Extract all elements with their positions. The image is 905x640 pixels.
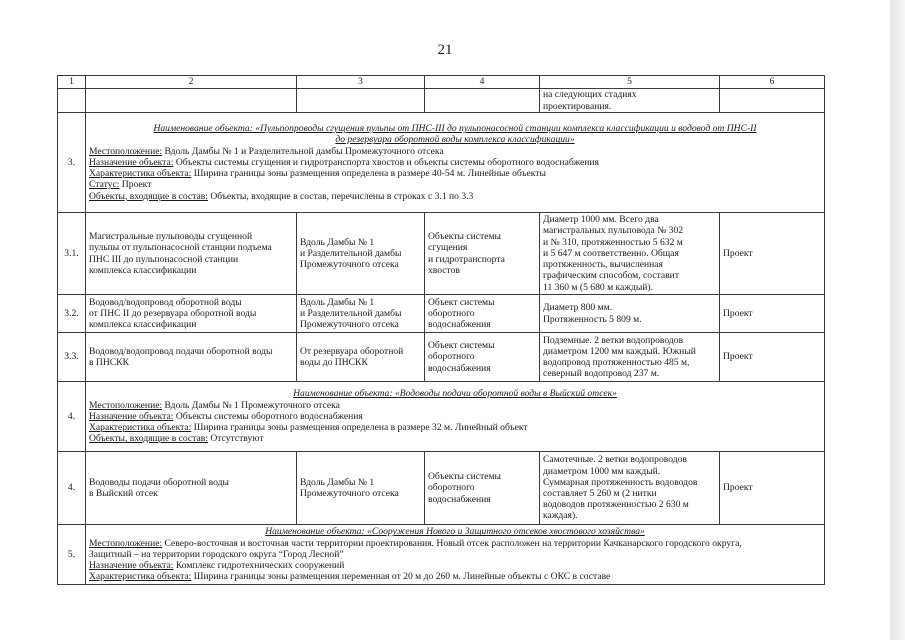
table-row: 3.2. Водовод/водопровод оборотной воды от ПНС II до резервуара оборотной воды комплекса классификации Вдоль Дамбы № 1 и Разделительной дамбы Промежуточного отсека Объект системы оборотного водоснабжения Диаметр 800 мм. Протяженность 5 809 м. Проект — [58, 295, 825, 333]
continuation-cell: на следующих стадиях проектирования. — [540, 89, 720, 113]
object-4-description: Наименование объекта: «Водоводы подачи оборотной воды в Выйский отсек» Местоположение: Вдоль Дамбы № 1 Промежуточного отсека Назначение объекта: Объекты системы оборотного водоснабжения Характеристика объекта: Ширина границы зоны размещения определена в размере 32 м. Линейный объект Объекты, входящие в состав: Отсутствуют — [86, 382, 825, 452]
table-header-row — [58, 76, 825, 89]
characteristic-cell: Диаметр 800 мм. Протяженность 5 809 м. — [540, 295, 720, 333]
location-cell: От резервуара оборотной воды до ПНСКК — [297, 333, 425, 382]
object-name-cell: Водовод/водопровод подачи оборотной воды в ПНСКК — [86, 333, 297, 382]
column-header: 5 — [540, 76, 720, 89]
continuation-row — [58, 89, 825, 113]
object-name-cell: Водовод/водопровод оборотной воды от ПНС II до резервуара оборотной воды комплекса классификации — [86, 295, 297, 333]
object-4-title: Наименование объекта: «Водоводы подачи оборотной воды в Выйский отсек» — [293, 388, 617, 400]
object-4-row — [58, 382, 825, 452]
purpose-cell: Объект системы оборотного водоснабжения — [425, 295, 540, 333]
status-cell: Проект — [720, 295, 825, 333]
object-5-title: Наименование объекта: «Сооружения Нового и Защитного отсеков хвостового хозяйства» — [265, 526, 645, 538]
page-number: 21 — [437, 42, 453, 58]
row-number: 4. — [58, 382, 86, 452]
table-row: 4. Водоводы подачи оборотной воды в Выйский отсек Вдоль Дамбы № 1 Промежуточного отсека Объекты системы оборотного водоснабжения Самотечные. 2 ветки водопроводов диаметром 1000 мм каждый. Суммарная протяженность водоводов составляет 5 260 м (2 нитки водоводов протяженностью 2 630 м каждая). Проект — [58, 452, 825, 525]
object-5-description: Наименование объекта: «Сооружения Нового и Защитного отсеков хвостового хозяйства» Местоположение: Северо-восточная и восточная части территории проектирования. Новый отсек расположен на территории Качканарского городского округа, Защитный – на территории городского округа “Город Лесной” Назначение объекта: Комплекс гидротехнических сооружений Характеристика объекта: Ширина границы зоны размещения переменная от 20 м до 260 м. Линейные объекты с ОКС в составе — [86, 525, 825, 585]
purpose-cell: Объекты системы сгущения и гидротранспорта хвостов — [425, 213, 540, 295]
characteristic-cell: Диаметр 1000 мм. Всего два магистральных пульповода № 302 и № 310, протяженностью 5 632 м и 5 647 м соответственно. Общая протяженность, вычисленная графическим способом, составит 11 360 м (5 680 м каждый). — [540, 213, 720, 295]
table-row: 3.1. Магистральные пульповоды сгущенной пульпы от пульпонасосной станции подъема ПНС III до пульпонасосной станции комплекса классификации Вдоль Дамбы № 1 и Разделительной дамбы Промежуточного отсека Объекты системы сгущения и гидротранспорта хвостов Диаметр 1000 мм. Всего два магистральных пульповода № 302 и № 310, протяженностью 5 632 м и 5 647 м соответственно. Общая протяженность, вычисленная графическим способом, составит 11 360 м (5 680 м каждый). Проект — [58, 213, 825, 295]
column-header: 3 — [297, 76, 425, 89]
column-header: 6 — [720, 76, 825, 89]
objects-table — [57, 75, 825, 585]
object-name-cell: Магистральные пульповоды сгущенной пульпы от пульпонасосной станции подъема ПНС III до пульпонасосной станции комплекса классификации — [86, 213, 297, 295]
location-cell: Вдоль Дамбы № 1 и Разделительной дамбы Промежуточного отсека — [297, 295, 425, 333]
purpose-cell: Объекты системы оборотного водоснабжения — [425, 452, 540, 525]
status-cell: Проект — [720, 452, 825, 525]
table-row: 3.3. Водовод/водопровод подачи оборотной воды в ПНСКК От резервуара оборотной воды до ПНСКК Объект системы оборотного водоснабжения Подземные. 2 ветки водопроводов диаметром 1200 мм каждый. Южный водопровод протяженностью 485 м, северный водопровод 237 м. Проект — [58, 333, 825, 382]
column-header: 2 — [86, 76, 297, 89]
object-3-title: Наименование объекта: «Пульпопроводы сгущения пульпы от ПНС-III до пульпонасосной станции комплекса классификации и водовод от ПНС-II до резервуара оборотной воды комплекса классификации» — [153, 123, 757, 146]
purpose-cell: Объект системы оборотного водоснабжения — [425, 333, 540, 382]
location-cell: Вдоль Дамбы № 1 и Разделительной дамбы Промежуточного отсека — [297, 213, 425, 295]
status-cell: Проект — [720, 213, 825, 295]
column-header: 1 — [58, 76, 86, 89]
page-edge-shadow — [890, 0, 905, 640]
location-cell: Вдоль Дамбы № 1 Промежуточного отсека — [297, 452, 425, 525]
object-5-row — [58, 525, 825, 585]
row-number: 5. — [58, 525, 86, 585]
object-3-description: Наименование объекта: «Пульпопроводы сгущения пульпы от ПНС-III до пульпонасосной станции комплекса классификации и водовод от ПНС-II до резервуара оборотной воды комплекса классификации» Местоположение: Вдоль Дамбы № 1 и Разделительной дамбы Промежуточного отсека Назначение объекта: Объекты системы сгущения и гидротранспорта хвостов и объекты системы оборотного водоснабжения Характеристика объекта: Ширина границы зоны размещения определена в размере 40-54 м. Линейные объекты Статус: Проект Объекты, входящие в состав: Объекты, входящие в состав, перечислены в строках с 3.1 по 3.3 — [86, 113, 825, 213]
object-3-row — [58, 113, 825, 213]
object-name-cell: Водоводы подачи оборотной воды в Выйский отсек — [86, 452, 297, 525]
column-header: 4 — [425, 76, 540, 89]
characteristic-cell: Подземные. 2 ветки водопроводов диаметром 1200 мм каждый. Южный водопровод протяженностью 485 м, северный водопровод 237 м. — [540, 333, 720, 382]
row-number: 3. — [58, 113, 86, 213]
status-cell: Проект — [720, 333, 825, 382]
characteristic-cell: Самотечные. 2 ветки водопроводов диаметром 1000 мм каждый. Суммарная протяженность водоводов составляет 5 260 м (2 нитки водоводов протяженностью 2 630 м каждая). — [540, 452, 720, 525]
